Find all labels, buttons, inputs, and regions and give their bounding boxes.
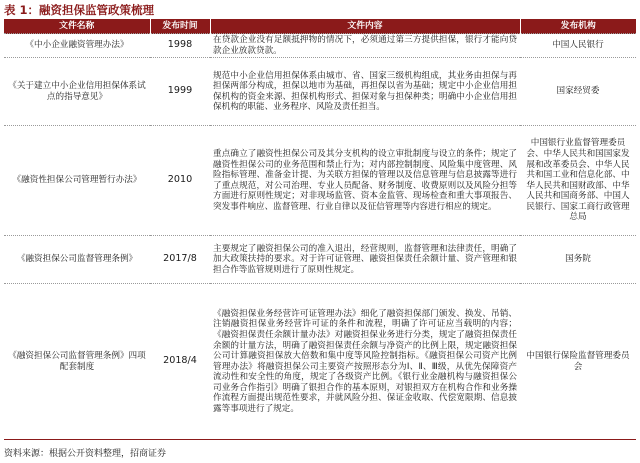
cell-release-org: 中国银行保险监督管理委员会 [520,284,636,440]
table-row [4,126,636,236]
table-row [4,284,636,440]
cell-document-name: 《融资担保公司监督管理条例》四项配套制度 [4,284,150,440]
cell-release-time: 2010 [150,126,210,236]
column-header-org: 发布机构 [520,19,636,34]
cell-release-org: 中国银行业监督管理委员会、中华人民共和国国家发展和改革委员会、中华人民共和国工业和信息化部、中华人民共和国财政部、中华人民共和国商务部、中国人民银行、国家工商行政管理总局 [520,126,636,236]
cell-release-org: 中国人民银行 [520,34,636,58]
cell-document-name: 《融资性担保公司管理暂行办法》 [4,126,150,236]
cell-release-time: 2018/4 [150,284,210,440]
cell-document-content: 重点确立了融资性担保公司及其分支机构的设立审批制度与设立的条件；规定了融资性担保公司的业务范围和禁止行为；对内部控制制度、风险集中度管理、风险指标管理、准备金计提、为关联方担保的管理以及信息管理与信息披露等进行了重点规范，对公司治理、专业人员配备、财务制度、收费原则以及风险分担等方面进行原则性规定；对非现场监管、资本金监管、现场检查和重大事项报告、突发事件响应、监督管理、行业自律以及征信管理等内容进行相应的规定。 [210,126,520,236]
policy-table [4,19,636,440]
source-note: 资料来源：根据公开资料整理，招商证券 [4,449,167,459]
cell-document-content: 在贷款企业没有足额抵押物的情况下，必须通过第三方提供担保，银行才能向贷款企业放款贷款。 [210,34,520,58]
cell-document-content: 规范中小企业信用担保体系由城市、省、国家三级机构组成，其业务由担保与再担保两部分构成，担保以地市为基础，再担保以省为基础；规定中小企业信用担保机构的资金来源、担保机构形式、担保对象与担保种类；明确中小企业信用担保机构的职能、业务程序、风险及责任担当。 [210,58,520,126]
cell-release-time: 2017/8 [150,236,210,284]
cell-document-name: 《关于建立中小企业信用担保体系试点的指导意见》 [4,58,150,126]
cell-release-org: 国家经贸委 [520,58,636,126]
cell-document-content: 主要规定了融资担保公司的准入退出，经营规则，监督管理和法律责任，明确了加大政策扶持的要求。对于许可证管理、融资担保责任余额计量、资产管理和银担合作等监管规则进行了原则性规定。 [210,236,520,284]
table-header [4,19,636,34]
cell-document-name: 《中小企业融资管理办法》 [4,34,150,58]
cell-release-time: 1999 [150,58,210,126]
cell-document-content: 《融资担保业务经营许可证管理办法》细化了融资担保部门颁发、换发、吊销、注销融资担保业务经营许可证的条件和流程，明确了许可证应当载明的内容；《融资担保责任余额计量办法》对融资担保业务进行分类，规定了融资担保责任余额的计量方法，明确了融资担保责任余额与净资产的比例上限，规定融资担保公司计算融资担保放大倍数和集中度等风险控制指标。《融资担保公司资产比例管理办法》将融资担保公司主要资产按照形态分为Ⅰ、Ⅱ、Ⅲ级，从优先保障资产流动性和安全性的角度，规定了各级资产比例。《银行业金融机构与融资担保公司业务合作指引》明确了银担合作的基本原则，对银担双方在机构合作和业务操作流程方面提出规范性要求，并就风险分担、保证金收取、代偿宽限期、信息披露等事项进行了规定。 [210,284,520,440]
column-header-content: 文件内容 [210,19,520,34]
cell-release-time: 1998 [150,34,210,58]
table-row [4,34,636,58]
column-header-name: 文件名称 [4,19,150,34]
cell-release-org: 国务院 [520,236,636,284]
table-body [4,34,636,440]
table-title: 表 1：融资担保监管政策梳理 [4,3,155,17]
table-row [4,58,636,126]
column-header-time: 发布时间 [150,19,210,34]
cell-document-name: 《融资担保公司监督管理条例》 [4,236,150,284]
table-row [4,236,636,284]
